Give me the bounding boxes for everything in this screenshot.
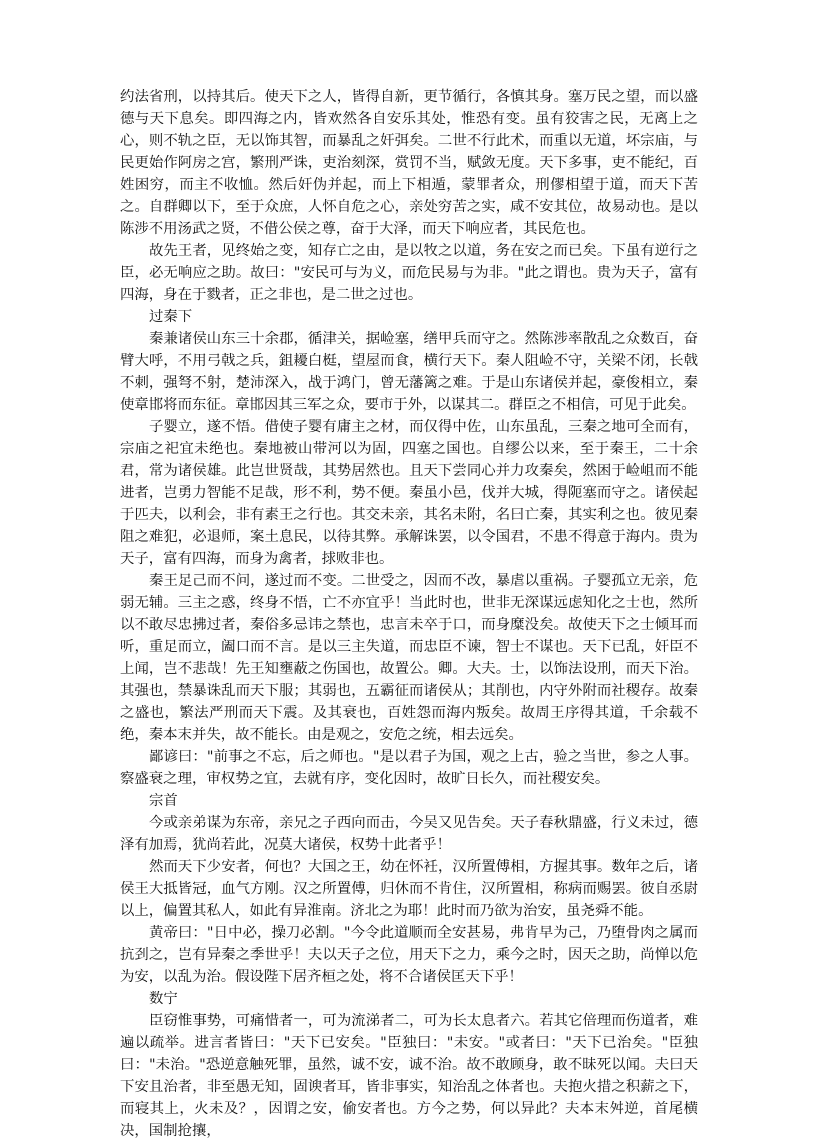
body-paragraph: 约法省刑，以持其后。使天下之人，皆得自新，更节循行，各慎其身。塞万民之望，而以盛德与天下息矣。即四海之内，皆欢然各自安乐其处，惟恐有变。虽有狡害之民，无离上之心，则不轨之臣，无以饰其智，而暴乱之奸弭矣。二世不行此术，而重以无道，坏宗庙，与民更始作阿房之宫，繁刑严诛，吏治刻深，赏罚不当，赋敛无度。天下多事，吏不能纪，百姓困穷，而主不收恤。然后奸伪并起，而上下相遁，蒙罪者众，刑僇相望于道，而天下苦之。自群卿以下，至于众庶，人怀自危之心，亲处穷苦之实，咸不安其位，故易动也。是以陈涉不用汤武之贤，不借公侯之尊，奋于大泽，而天下响应者，其民危也。	[120, 89, 698, 237]
body-paragraph: 臣窃惟事势，可痛惜者一，可为流涕者二，可为长太息者六。若其它倍理而伤道者，难遍以疏举。进言者皆曰："天下已安矣。"臣独曰："未安。"或者曰："天下已治矣。"臣独曰："未治。"恐逆意触死罪，虽然，诚不安，诚不治。故不敢顾身，敢不昧死以闻。夫曰天下安且治者，非至愚无知，固谀者耳，皆非事实，知治乱之体者也。夫抱火措之积薪之下，而寝其上，火未及？，因谓之安，偷安者也。方今之势，何以异此？夫本末舛逆，首尾横决，国制抢攘，	[120, 1013, 698, 1139]
body-paragraph: 今或亲弟谋为东帝，亲兄之子西向而击，今吴又见告矣。天子春秋鼎盛，行义未过，德泽有加焉，犹尚若此，况莫大诸侯，权势十此者乎！	[120, 815, 698, 853]
body-paragraph: 秦兼诸侯山东三十余郡，循津关，据崄塞，缮甲兵而守之。然陈涉率散乱之众数百，奋臂大呼，不用弓戟之兵，鉏耰白梃，望屋而食，横行天下。秦人阻崄不守，关梁不闭，长戟不刺，强弩不射，楚沛深入，战于鸿门，曾无藩篱之难。于是山东诸侯并起，豪俊相立，秦使章邯将而东征。章邯因其三军之众，要市于外，以谋其二。群臣之不相信，可见于此矣。	[120, 331, 698, 413]
section-heading: 宗首	[149, 793, 178, 809]
body-paragraph: 故先王者，见终始之变，知存亡之由，是以牧之以道，务在安之而已矣。下虽有逆行之臣，必无响应之助。故曰："安民可与为义，而危民易与为非。"此之谓也。贵为天子，富有四海，身在于戮者，正之非也，是二世之过也。	[120, 243, 698, 303]
body-paragraph: 然而天下少安者，何也？大国之王，幼在怀衽，汉所置傅相，方握其事。数年之后，诸侯王大抵皆冠，血气方刚。汉之所置傅，归休而不肯住，汉所置相，称病而赐罢。彼自丞尉以上，偏置其私人，如此有异淮南。济北之为耶！此时而乃欲为治安，虽尧舜不能。	[120, 859, 698, 919]
body-paragraph: 鄙谚曰："前事之不忘，后之师也。"是以君子为国，观之上古，验之当世，参之人事。察盛衰之理，审权势之宜，去就有序，变化因时，故旷日长久，而社稷安矣。	[120, 749, 698, 787]
section-heading: 过秦下	[149, 309, 193, 325]
body-paragraph: 黄帝曰："日中必，操刀必割。"今令此道顺而全安甚易，弗肯早为己，乃堕骨肉之属而抗刭之，岂有异秦之季世乎！夫以天子之位，用天下之力，乘今之时，因天之助，尚惮以危为安，以乱为治。假设陛下居齐桓之处，将不合诸侯匡天下乎！	[120, 925, 698, 985]
body-paragraph: 秦王足己而不问，遂过而不变。二世受之，因而不改，暴虐以重祸。子婴孤立无亲，危弱无辅。三主之惑，终身不悟，亡不亦宜乎！当此时也，世非无深谋远虑知化之士也，然所以不敢尽忠拂过者，秦俗多忌讳之禁也，忠言未卒于口，而身糜没矣。故使天下之士倾耳而听，重足而立，阖口而不言。是以三主失道，而忠臣不谏，智士不谋也。天下已乱，奸臣不上闻，岂不悲哉！先王知壅蔽之伤国也，故置公。卿。大夫。士，以饰法设刑，而天下治。其强也，禁暴诛乱而天下服；其弱也，五霸征而诸侯从；其削也，内守外附而社稷存。故秦之盛也，繁法严刑而天下震。及其衰也，百姓怨而海内叛矣。故周王序得其道，千余载不绝，秦本末并失，故不能长。由是观之，安危之统，相去远矣。	[120, 573, 698, 743]
body-paragraph: 子婴立，遂不悟。借使子婴有庸主之材，而仅得中佐，山东虽乱，三秦之地可全而有，宗庙之祀宜未绝也。秦地被山带河以为固，四塞之国也。自缪公以来，至于秦王，二十余君，常为诸侯雄。此岂世贤哉，其势居然也。且天下尝同心并力攻秦矣，然困于崄岨而不能进者，岂勇力智能不足哉，形不利，势不便。秦虽小邑，伐并大城，得阨塞而守之。诸侯起于匹夫，以利会，非有素王之行也。其交未亲，其名未附，名曰亡秦，其实利之也。彼见秦阻之难犯，必退师，案土息民，以待其弊。承解诛罢，以令国君，不患不得意于海内。贵为天子，富有四海，而身为禽者，捄败非也。	[120, 419, 698, 567]
section-heading: 数宁	[149, 991, 178, 1007]
document-page	[120, 86, 698, 1142]
